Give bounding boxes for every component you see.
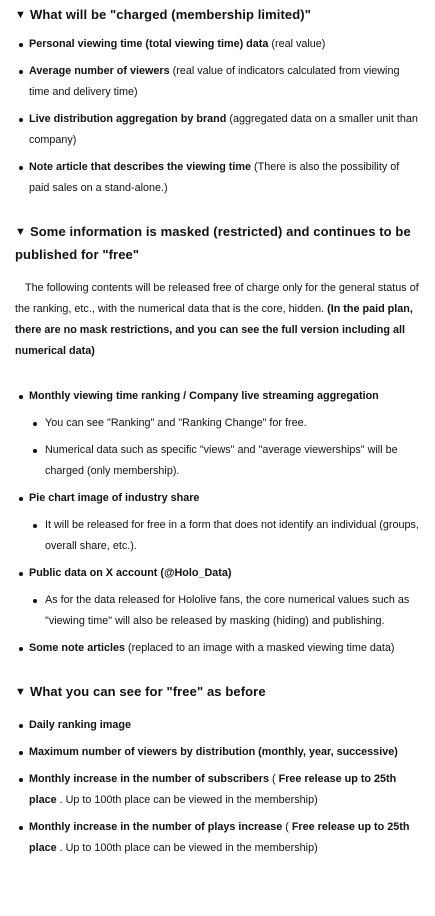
charged-list: [15, 34, 421, 199]
sub-list: [15, 413, 421, 482]
list-item: Monthly increase in the number of subscribers ( Free release up to 25th place . Up to 100th place can be viewed in the membership): [15, 769, 421, 811]
sub-list-item: You can see "Ranking" and "Ranking Change" for free.: [15, 413, 421, 434]
list-item: Personal viewing time (total viewing time) data (real value): [15, 34, 421, 55]
list-item: Pie chart image of industry share It will be released for free in a form that does not identify an individual (groups, overall share, etc.).: [15, 488, 421, 557]
list-item: Live distribution aggregation by brand (aggregated data on a smaller unit than company): [15, 109, 421, 151]
list-item: Average number of viewers (real value of indicators calculated from viewing time and delivery time): [15, 61, 421, 103]
sub-list-item: As for the data released for Hololive fans, the core numerical values such as "viewing time" will also be released by masking (hiding) and publishing.: [15, 590, 421, 632]
section-heading-masked: ▼ Some information is masked (restricted) and continues to be published for "free": [15, 224, 411, 262]
section-heading-charged: ▼ What will be "charged (membership limited)": [15, 4, 421, 27]
masked-intro: The following contents will be released free of charge only for the general status of the ranking, etc., with the numerical data that is the core, hidden. (In the paid plan, there are no mask restrictions, and you can see the full version including all numerical data): [15, 282, 419, 357]
sub-list: [15, 590, 421, 632]
triangle-icon: ▼: [15, 9, 26, 21]
triangle-icon: ▼: [15, 226, 26, 238]
list-item: Note article that describes the viewing time (There is also the possibility of paid sales on a stand-alone.): [15, 157, 421, 199]
section-heading-free: ▼ What you can see for "free" as before: [15, 681, 421, 704]
masked-list: [15, 386, 421, 659]
free-list: [15, 715, 421, 859]
triangle-icon: ▼: [15, 686, 26, 698]
list-item: Some note articles (replaced to an image with a masked viewing time data): [15, 638, 421, 659]
sub-list: [15, 515, 421, 557]
list-item: Public data on X account (@Holo_Data) As for the data released for Hololive fans, the core numerical values such as "viewing time" will also be released by masking (hiding) and publishing.: [15, 563, 421, 632]
list-item: Monthly increase in the number of plays increase ( Free release up to 25th place . Up to 100th place can be viewed in the membership): [15, 817, 421, 859]
list-item: Daily ranking image: [15, 715, 421, 736]
list-item: Monthly viewing time ranking / Company live streaming aggregation You can see "Ranking" and "Ranking Change" for free. Numerical data such as specific "views" and "average viewerships" will be charged (only membership).: [15, 386, 421, 482]
sub-list-item: Numerical data such as specific "views" and "average viewerships" will be charged (only membership).: [15, 440, 421, 482]
list-item: Maximum number of viewers by distribution (monthly, year, successive): [15, 742, 421, 763]
sub-list-item: It will be released for free in a form that does not identify an individual (groups, overall share, etc.).: [15, 515, 421, 557]
